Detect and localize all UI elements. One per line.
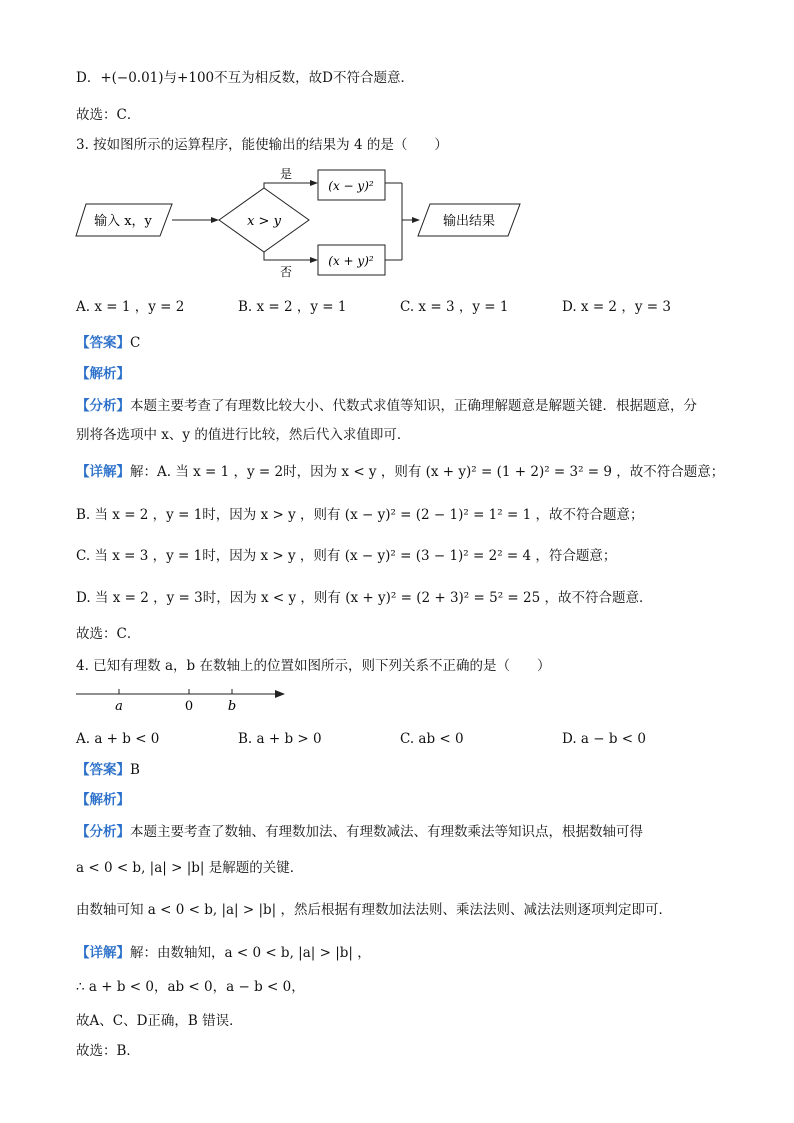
- q4-detail-line1: [76, 943, 371, 963]
- q3-detail-c: C. 当 x = 3 ，y = 1时，因为 x > y ，则有 (x − y)² = (3 − 1)² = 2² = 4 ，符合题意；: [76, 548, 617, 564]
- q3-detail-a: [76, 462, 724, 482]
- q3-answer-row: [76, 333, 140, 353]
- fenxi-tag: 【分析】: [76, 824, 130, 840]
- flow-bottom-box-label: (x + y)²: [328, 254, 374, 268]
- answer-tag: 【答案】: [76, 335, 130, 351]
- fenxi-tag: 【分析】: [76, 398, 130, 414]
- flow-condition-label: x > y: [247, 214, 281, 229]
- q3-analysis-heading: [76, 364, 130, 384]
- q4-number-line: [0, 684, 794, 724]
- q4-answer: B: [130, 762, 140, 778]
- flow-yes-label: 是: [279, 167, 293, 181]
- q4-detail-text1: 解：由数轴知，a < 0 < b, |a| > |b| ，: [130, 945, 371, 961]
- xiangjie-tag: 【详解】: [76, 464, 130, 480]
- q3-detail-a-text: 解：A. 当 x = 1 ，y = 2时，因为 x < y ，则有 (x + y)² = (1 + 2)² = 3² = 9 ，故不符合题意；: [130, 464, 725, 480]
- q2-option-d-conclusion: D．+(−0.01)与+100不互为相反数，故D不符合题意．: [76, 70, 414, 86]
- q3-answer: C: [130, 335, 141, 351]
- analysis-tag: 【解析】: [76, 366, 130, 382]
- q3-stem: 3. 按如图所示的运算程序，能使输出的结果为 4 的是（ ）: [76, 137, 448, 153]
- q3-detail-d: D. 当 x = 2 ，y = 3时，因为 x < y ，则有 (x + y)² = (2 + 3)² = 5² = 25 ，故不符合题意．: [76, 590, 653, 606]
- q3-option-d: D. x = 2 ，y = 3: [562, 299, 671, 315]
- q3-detail-b: B. 当 x = 2 ，y = 1时，因为 x > y ，则有 (x − y)² = (2 − 1)² = 1² = 1 ，故不符合题意；: [76, 507, 644, 523]
- q3-fenxi-text1: 本题主要考查了有理数比较大小、代数式求值等知识，正确理解题意是解题关键．根据题意，分: [130, 398, 697, 414]
- flow-top-box-label: (x − y)²: [328, 179, 374, 193]
- q3-option-c: C. x = 3 ，y = 1: [400, 299, 509, 315]
- q4-fenxi-line3: 由数轴可知 a < 0 < b, |a| > |b| ，然后根据有理数加法法则、乘法法则、减法法则逐项判定即可．: [76, 902, 673, 918]
- analysis-tag: 【解析】: [76, 792, 130, 808]
- answer-tag: 【答案】: [76, 762, 130, 778]
- q3-fenxi-line1: [76, 396, 697, 416]
- q3-flowchart: [0, 162, 794, 282]
- q4-detail-line2: ∴ a + b < 0，ab < 0，a − b < 0，: [76, 979, 305, 995]
- q4-fenxi-text1: 本题主要考查了数轴、有理数加法、有理数减法、有理数乘法等知识点，根据数轴可得: [130, 824, 643, 840]
- xiangjie-tag: 【详解】: [76, 945, 130, 961]
- q3-fenxi-line2: 别将各选项中 x、y 的值进行比较，然后代入求值即可．: [76, 427, 411, 443]
- flow-no-label: 否: [279, 265, 293, 279]
- q4-option-b: B. a + b > 0: [238, 731, 322, 747]
- q4-answer-row: [76, 760, 140, 780]
- flow-input-label: 输入 x，y: [94, 214, 152, 229]
- q3-option-b: B. x = 2 ，y = 1: [238, 299, 347, 315]
- q4-fenxi-line2: a < 0 < b, |a| > |b| 是解题的关键．: [76, 860, 304, 876]
- q4-stem: 4. 已知有理数 a，b 在数轴上的位置如图所示，则下列关系不正确的是（ ）: [76, 658, 551, 674]
- q4-option-c: C. ab < 0: [400, 731, 464, 747]
- q4-analysis-heading: [76, 790, 130, 810]
- q4-fenxi-line1: [76, 822, 643, 842]
- q4-final-answer: 故选：B．: [76, 1043, 140, 1059]
- q2-final-answer: 故选：C．: [76, 107, 141, 123]
- q4-option-d: D. a − b < 0: [562, 731, 646, 747]
- q3-option-a: A. x = 1 ，y = 2: [76, 299, 185, 315]
- flow-output-label: 输出结果: [442, 214, 496, 229]
- q4-detail-line3: 故A、C、D正确，B 错误．: [76, 1013, 243, 1029]
- label-zero: 0: [184, 699, 194, 714]
- label-a: a: [115, 699, 123, 714]
- q3-final-answer: 故选：C．: [76, 626, 141, 642]
- q4-option-a: A. a + b < 0: [76, 731, 160, 747]
- label-b: b: [227, 699, 237, 714]
